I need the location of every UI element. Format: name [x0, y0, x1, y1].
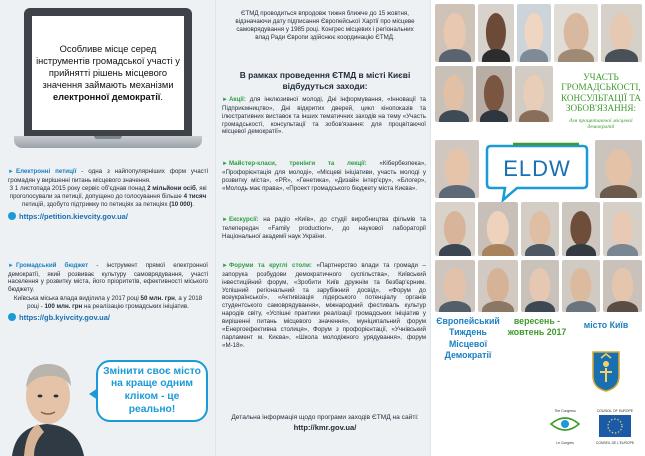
thinking-man-photo: [4, 352, 90, 456]
svg-text:Le Congrès: Le Congrès: [556, 441, 574, 445]
item-forums: ►Форуми та круглі столи: «Партнерство влади та громади – запорука розбудови демократичного суспільства», Київський інвестиційний форум, «Зробити Київ дружнім та безбар'єрним. Успішний регіональний та зарубіжний досвід», «Форум до всеукраїнської», «Активізація лідерського потенціалу органів студентського самоврядування», міжнародний фестиваль культур народів світу, «Успішні практики реалізації громадських ініціатив у вирішенні питань місцевого значення», муніципальний форум «Енергоефективна столиця», Форум з профорієнтації, «Учнівський парламент м. Києва», «Школа молодіжного урядування», форум «М-18».: [222, 262, 426, 350]
portrait-photo: [517, 4, 551, 62]
laptop-notch: [94, 136, 122, 139]
left-panel: [0, 0, 215, 456]
portrait-photo: [562, 202, 600, 256]
footer-text: Детальна інформація щодо програми заходів ЄТМД на сайті:: [231, 414, 419, 421]
budget-text: - інструмент прямої електронної демократії, який розвиває культуру самоврядування, участі населення у розвитку міста, його пріоритетів, ефективності міського бюджету.: [8, 262, 208, 293]
intro-text: ЄТМД проводиться впродовж тижня ближче до 15 жовтня, відзначаючи дату підписання Європейської Хартії про місцеве самоврядування у 1985 році. Конгрес місцевих і регіональних влад Ради Європи здійснює координацію ЄТМД.: [235, 10, 415, 42]
portrait-photo: [435, 66, 473, 122]
petitions-link[interactable]: https://petition.kievcity.gov.ua/: [8, 212, 208, 221]
arrow-icon: ►: [222, 217, 228, 223]
portrait-photo: [554, 4, 598, 62]
portrait-photo: [595, 140, 642, 198]
portrait-photo: [476, 66, 512, 122]
portrait-photo: [562, 260, 600, 312]
event-name: Європейський Тиждень Місцевої Демократії: [436, 316, 500, 361]
svg-text:CONSEIL DE L'EUROPE: CONSEIL DE L'EUROPE: [595, 441, 635, 445]
budget-section: [8, 262, 208, 323]
bubble-text: Змінити своє місто на краще одним кліком - це реально!: [103, 365, 201, 415]
svg-text:COUNCIL OF EUROPE: COUNCIL OF EUROPE: [596, 409, 634, 413]
speech-bubble: [96, 360, 208, 422]
portrait-photo: [603, 202, 642, 256]
footer-link[interactable]: http://kmr.gov.ua/: [293, 422, 357, 432]
portrait-photo: [521, 260, 559, 312]
portrait-photo: [515, 66, 553, 122]
portrait-photo: [601, 4, 642, 62]
event-dates: вересень - жовтень 2017: [507, 316, 567, 338]
item-excursions: ►Екскурсії: на радіо «Київ», до студії виробництва фільмів та телепередач «Family production», до наукової лабораторії Національної академії наук України.: [222, 216, 426, 240]
kyiv-coat-of-arms-icon: [591, 350, 621, 392]
laptop-lid: [24, 8, 192, 136]
petitions-text: - одна з найпопулярніших форм участі громадян у вирішенні питань місцевого значення.: [8, 168, 208, 184]
portrait-photo: [603, 260, 642, 312]
arrow-icon: ►: [222, 97, 228, 103]
arrow-icon: ►: [222, 263, 228, 269]
program-footer: [230, 414, 420, 434]
laptop-screen-text: Особливе місце серед інструментів громадської участі у прийнятті рішень місцевого значення займають механізми електронної демократії.: [36, 43, 180, 103]
globe-icon: [8, 313, 16, 321]
arrow-icon: ►: [222, 161, 228, 167]
bullet-arrow-icon: ►: [8, 169, 14, 175]
portrait-photo: [435, 202, 475, 256]
budget-stats: Київська міська влада виділила у 2017 році 50 млн. грн, а у 2018 році - 100 млн. грн на реалізацію громадських ініціатив.: [13, 294, 203, 310]
portrait-photo: [478, 4, 514, 62]
events-heading: В рамках проведення ЄТМД в місті Києві відбудуться заходи:: [239, 70, 411, 91]
laptop-screen: [32, 16, 184, 130]
portrait-photo: [478, 202, 518, 256]
petitions-stats: З 1 листопада 2015 року сервіс об'єднав понад 2 мільйони осіб, які проголосували за петиції, допущено до голосування більше 4 тисяч петицій, здобуто підтримку по петиціях за петиціях (10 000).: [9, 185, 207, 208]
event-city: місто Київ: [583, 320, 629, 330]
logo-text: ELDW: [503, 156, 571, 181]
partner-logos: [543, 406, 641, 450]
middle-panel: [215, 0, 430, 456]
laptop-illustration: [14, 8, 202, 160]
budget-term: Громадський бюджет: [15, 262, 89, 269]
portrait-photo: [521, 202, 559, 256]
item-actions: ►Акції: для інклюзивної молоді, Дні інформування, «Інновації та Підприємництво», Дні відкритих дверей, цикл кінопоказів та ілюстративних виставок та інших тематичних заходів на тему «Участь громадськості, консультації та зобов'язання: для процвітаючої місцевої демократії».: [222, 96, 426, 136]
item-workshops: ►Майстер-класи, тренінги та лекції: «Кібербезпека», «Профорієнтація для молоді», «Місцеві ініціативи, участь молоді у розвитку міста», «PR», «Генетика», «Дизайн інтер'єру», «Блогер», «Молодь має права», «Проект громадського бюджету міста Києва».: [222, 160, 426, 192]
petitions-term: Електронні петиції: [15, 168, 77, 175]
budget-link[interactable]: https://gb.kyivcity.gov.ua/: [8, 313, 208, 322]
eldw-logo: [483, 140, 591, 204]
portrait-photo: [435, 140, 479, 198]
petitions-section: [8, 168, 208, 221]
brochure-title: УЧАСТЬ ГРОМАДСЬКОСТІ, КОНСУЛЬТАЦІЇ ТА ЗОБОВ'ЯЗАННЯ:: [560, 72, 642, 113]
globe-icon: [8, 212, 16, 220]
svg-text:The Congress: The Congress: [554, 409, 576, 413]
bullet-arrow-icon: ►: [8, 263, 14, 269]
brochure-subtitle: для процвітаючої місцевої демократії: [569, 118, 633, 131]
portrait-photo: [435, 4, 475, 62]
portrait-photo: [478, 260, 518, 312]
right-panel: [430, 0, 645, 456]
portrait-photo: [435, 260, 475, 312]
